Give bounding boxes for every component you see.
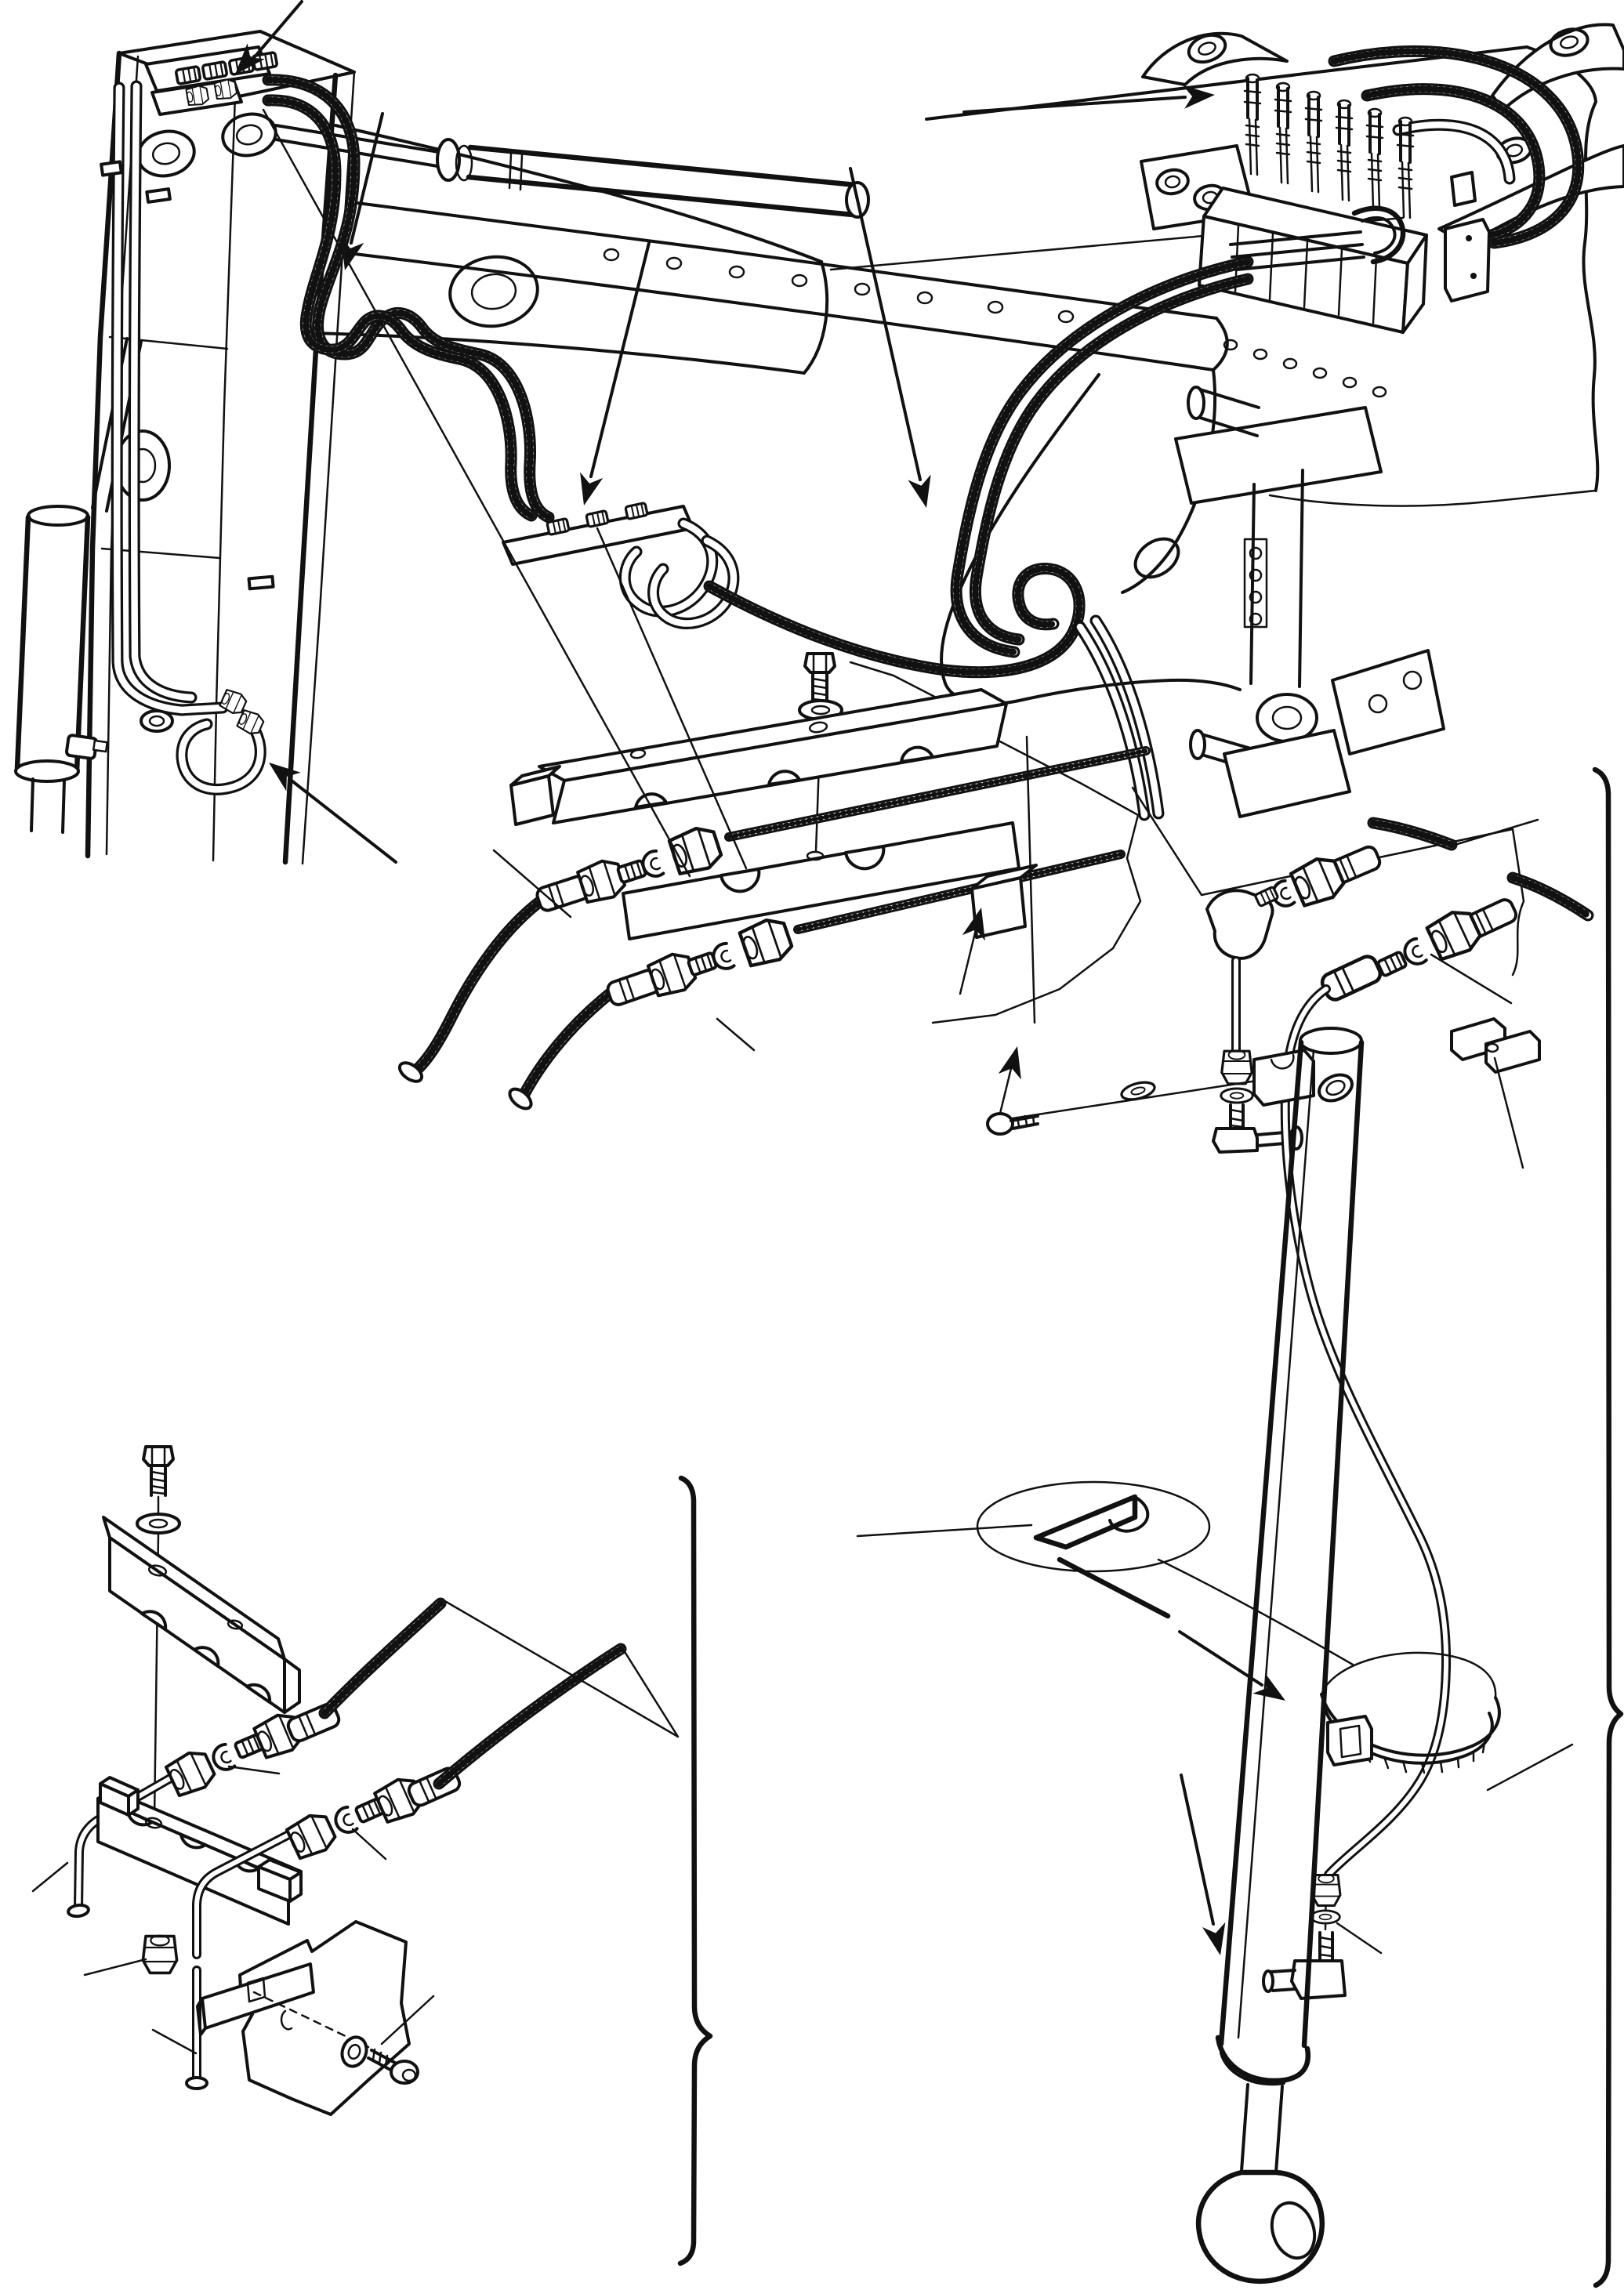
leader-line bbox=[1455, 820, 1538, 845]
leader-line bbox=[153, 2030, 196, 2053]
pipe-clip bbox=[249, 577, 274, 589]
plate-boss bbox=[445, 252, 542, 332]
elbow-nipple bbox=[1255, 886, 1278, 906]
leader-line bbox=[85, 1959, 146, 1975]
clamp-bolt bbox=[805, 654, 835, 702]
band-buckle bbox=[1328, 1716, 1372, 1765]
leader-line bbox=[353, 1829, 386, 1859]
callout-arrow-loop bbox=[262, 753, 396, 862]
pipe-swivel-nut bbox=[285, 1810, 338, 1861]
pipe-open-end bbox=[67, 1904, 89, 1917]
tube-swivel-nut bbox=[738, 915, 794, 969]
clamp-fitting bbox=[625, 503, 647, 520]
lower-port-elbow bbox=[1292, 1961, 1345, 1998]
cylinder-barrel bbox=[469, 147, 856, 215]
plate-washer bbox=[338, 2034, 370, 2070]
leader-line bbox=[1488, 1745, 1572, 1790]
leader-line bbox=[1495, 1058, 1523, 1168]
pipe-clip bbox=[147, 189, 170, 202]
cylinder-arrow bbox=[1181, 1775, 1232, 1958]
callout-arrow-arm-clamp bbox=[850, 168, 938, 510]
callout-line bbox=[597, 528, 746, 868]
rod-eye bbox=[1198, 2172, 1322, 2281]
cylinder-hose-group bbox=[857, 788, 1588, 2281]
hose-fitting-chain-lower bbox=[506, 915, 795, 1112]
down-pipe bbox=[1263, 989, 1572, 1998]
hose-chain-lower bbox=[332, 1649, 621, 1859]
clamp-fitting bbox=[202, 62, 227, 80]
plate-hole bbox=[281, 2011, 292, 2029]
clamp-washer bbox=[1120, 1079, 1157, 1103]
barrel-collar bbox=[1218, 2038, 1308, 2081]
pipe-clip bbox=[101, 161, 121, 175]
boom-left-hoses bbox=[117, 86, 265, 789]
leader-line bbox=[717, 1019, 754, 1050]
lock-nut bbox=[143, 1936, 176, 1973]
lock-nut bbox=[1222, 1050, 1252, 1083]
lower-lock-nut bbox=[1312, 1875, 1340, 1906]
port-elbow bbox=[1213, 1129, 1257, 1152]
clamp-bolt-head bbox=[988, 1114, 1013, 1134]
pipe-sleeve bbox=[1319, 954, 1383, 1002]
grouping-brace-left bbox=[680, 1478, 710, 2263]
boom-boss bbox=[116, 431, 169, 500]
buckle-wedge-icon bbox=[1036, 1497, 1135, 1547]
cylinder-arrow bbox=[1180, 1632, 1292, 1711]
clamp-upper-half bbox=[511, 690, 1006, 824]
bottom-left-group bbox=[33, 1447, 678, 2114]
clip-bracket bbox=[202, 1964, 314, 2028]
swing-bracket bbox=[1176, 387, 1444, 817]
leader-line bbox=[229, 1766, 279, 1774]
clamp-fitting bbox=[176, 67, 200, 85]
washer bbox=[1221, 1089, 1253, 1103]
clamp-block bbox=[1254, 1050, 1314, 1105]
hose-band-clamp bbox=[1321, 1653, 1499, 1773]
retaining-ring bbox=[332, 1806, 357, 1836]
pipe-clamp-blocks bbox=[1452, 1019, 1539, 1168]
barrel-left bbox=[1221, 1042, 1301, 2044]
port-elbow bbox=[66, 735, 96, 759]
valve-lower-spool-ends bbox=[1224, 340, 1386, 397]
leader-line bbox=[33, 1863, 67, 1891]
boom-boss bbox=[134, 126, 198, 181]
clamp-bolt bbox=[143, 1447, 173, 1495]
pipe-clamp-left bbox=[988, 1050, 1314, 1134]
leader-line bbox=[1431, 955, 1511, 1003]
lower-washer bbox=[1311, 1911, 1340, 1923]
pipe-swivel-nut bbox=[164, 1747, 217, 1799]
hose-lower-chain bbox=[1319, 878, 1588, 1003]
hose-upper-chain bbox=[1207, 820, 1538, 1152]
pipe-open-end bbox=[187, 2078, 207, 2089]
cylinder-barrel bbox=[17, 517, 88, 771]
clamp-fitting bbox=[586, 511, 608, 527]
clamp-upper-bar bbox=[103, 1517, 299, 1712]
callout-vee bbox=[444, 1600, 678, 1737]
callout-line bbox=[1133, 788, 1202, 895]
cylinder-port bbox=[1315, 1070, 1357, 1106]
boom-boss bbox=[219, 109, 279, 160]
clamp-fitting bbox=[547, 519, 569, 535]
valve-end-plate bbox=[1445, 219, 1489, 301]
clamp-washer bbox=[137, 1514, 179, 1533]
piston-rod bbox=[1242, 2085, 1282, 2172]
grouping-brace-right bbox=[1595, 770, 1621, 2285]
leader-line bbox=[857, 1525, 1031, 1536]
leader-line bbox=[1337, 1923, 1381, 1953]
pointer-stroke bbox=[1060, 1560, 1168, 1616]
